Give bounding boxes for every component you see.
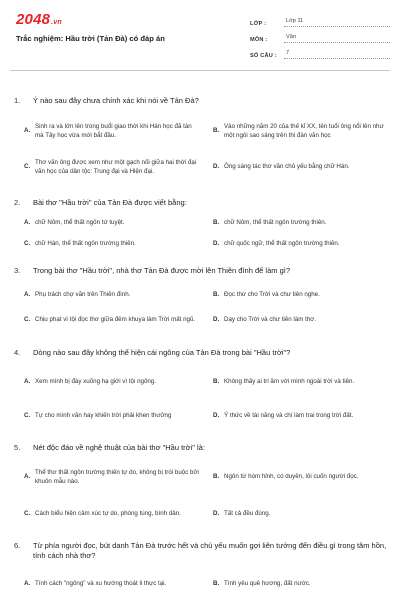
option-a[interactable] (22, 288, 202, 302)
page-header (0, 0, 400, 68)
question-number: 1. (14, 96, 21, 105)
option-letter: D. (213, 240, 220, 248)
option-d[interactable] (211, 308, 391, 332)
question-text: Ý nào sau đây chưa chính xác khi nói về Tản Đà? (33, 96, 199, 105)
question-stem (14, 266, 390, 276)
option-text: Thơ văn ông được xem như một gạch nối giữa hai thời đại văn học của dân tộc: Trung đại và Hiện đại. (35, 158, 197, 175)
meta-row-grade (250, 11, 390, 27)
question-text: Trong bài thơ "Hầu trời", nhà thơ Tản Đà được mời lên Thiên đình để làm gì? (33, 266, 291, 275)
option-text: Ý thức về tài năng và chí làm trai trong trời đất. (224, 412, 354, 420)
meta-label: SỐ CÂU : (250, 53, 277, 59)
option-letter: D. (213, 316, 220, 324)
option-text: Tự cho mình văn hay khiến trời phải khen thưởng (35, 412, 172, 420)
question-number: 3. (14, 266, 21, 275)
option-letter: A. (24, 378, 31, 386)
logo-main: 2048 (16, 11, 51, 28)
option-letter: B. (213, 291, 220, 299)
question-text: Bài thơ "Hầu trời" của Tản Đà được viết bằng: (33, 198, 187, 207)
meta-value: 7 (284, 50, 390, 59)
option-c[interactable] (22, 237, 202, 251)
option-a[interactable] (22, 114, 202, 148)
option-letter: B. (213, 219, 220, 227)
option-letter: A. (24, 473, 31, 481)
option-letter: C. (24, 510, 31, 518)
option-letter: A. (24, 580, 31, 588)
question-2 (14, 198, 390, 208)
option-text: Tính cách "ngông" và xu hướng thoát li thực tại. (35, 580, 167, 588)
option-c[interactable] (22, 404, 202, 428)
option-text: Tình yêu quê hương, đất nước. (224, 580, 311, 588)
option-b[interactable] (211, 370, 391, 394)
option-letter: C. (24, 412, 31, 420)
question-text: Nét độc đáo về nghệ thuật của bài thơ "Hầu trời" là: (33, 443, 205, 452)
option-text: Chịu phạt vì tội đọc thơ giữa đêm khuya làm Trời mất ngủ. (35, 316, 196, 324)
option-text: chữ quốc ngữ, thể thất ngôn trường thiên. (224, 240, 340, 248)
option-letter: D. (213, 510, 220, 518)
question-5 (14, 443, 390, 453)
meta-row-count (250, 43, 390, 59)
option-text: Ngôn từ hóm hỉnh, có duyên, lôi cuốn người đọc. (224, 473, 359, 481)
option-a[interactable] (22, 216, 202, 230)
option-letter: B. (213, 473, 220, 481)
option-a[interactable] (22, 465, 202, 489)
option-letter: C. (24, 316, 31, 324)
option-b[interactable] (211, 465, 391, 489)
option-text: Cách biểu hiện cảm xúc tự do, phóng túng, bình dân. (35, 510, 181, 518)
option-text: Ông sáng tác thơ văn chủ yếu bằng chữ Hán. (224, 163, 350, 171)
question-number: 2. (14, 198, 21, 207)
question-stem (14, 198, 390, 208)
option-d[interactable] (211, 502, 391, 526)
meta-value: Văn (284, 34, 390, 43)
option-b[interactable] (211, 216, 391, 230)
option-d[interactable] (211, 404, 391, 428)
quiz-meta (250, 11, 390, 59)
meta-label: MÔN : (250, 37, 268, 43)
option-c[interactable] (22, 148, 202, 186)
page-title: Trắc nghiệm: Hầu trời (Tản Đà) có đáp án (16, 34, 165, 43)
question-4 (14, 348, 390, 358)
meta-label: LỚP : (250, 21, 267, 27)
meta-row-subject (250, 27, 390, 43)
question-stem (14, 96, 390, 106)
option-text: Xem mình bị đày xuống hạ giới vì tội ngông. (35, 378, 157, 386)
option-letter: D. (213, 412, 220, 420)
option-b[interactable] (211, 288, 391, 302)
question-3 (14, 266, 390, 276)
option-d[interactable] (211, 237, 391, 251)
option-text: Tất cả đều đúng. (224, 510, 271, 518)
option-b[interactable] (211, 572, 391, 596)
option-a[interactable] (22, 370, 202, 394)
question-number: 5. (14, 443, 21, 452)
option-d[interactable] (211, 148, 391, 186)
option-c[interactable] (22, 308, 202, 332)
option-letter: C. (24, 163, 31, 171)
option-text: Phụ trách chợ văn trên Thiên đình. (35, 291, 131, 299)
option-c[interactable] (22, 502, 202, 526)
question-number: 6. (14, 541, 21, 550)
option-letter: C. (24, 240, 31, 248)
question-1 (14, 96, 390, 106)
question-stem (14, 443, 390, 453)
question-6 (14, 541, 390, 561)
question-text: Từ phía người đọc, bút danh Tản Đà trước hết và chủ yếu muốn gợi liên tưởng đến điều gì trong tâm hồn, tính cách nhà thơ? (33, 541, 387, 560)
logo-suffix: .vn (51, 19, 62, 26)
option-text: Đọc thơ cho Trời và chư tiên nghe. (224, 291, 320, 299)
meta-value: Lớp 11 (284, 18, 390, 27)
option-text: Sinh ra và lớn lên trong buổi giao thời khi Hán học đã tàn mà Tây học vừa mới bắt đầu. (35, 122, 192, 139)
option-text: chữ Nôm, thể thất ngôn tứ tuyệt. (35, 219, 125, 227)
option-text: Vào những năm 20 của thế kỉ XX, tên tuổi ông nổi lên như một ngôi sao sáng trên thi đàn văn học (224, 122, 384, 139)
option-letter: B. (213, 378, 220, 386)
option-letter: B. (213, 127, 220, 135)
option-text: chữ Hán, thể thất ngôn trường thiên. (35, 240, 136, 248)
option-letter: A. (24, 127, 31, 135)
site-logo[interactable] (16, 11, 62, 28)
option-letter: A. (24, 219, 31, 227)
option-b[interactable] (211, 114, 391, 148)
option-a[interactable] (22, 572, 202, 596)
option-text: Thể thơ thất ngôn trường thiên tự do, không bị trói buộc bởi khuôn mẫu nào. (35, 468, 199, 485)
option-text: Dạy cho Trời và chư tiên làm thơ. (224, 316, 317, 324)
option-letter: D. (213, 163, 220, 171)
question-text: Dòng nào sau đây không thể hiện cái ngông của Tản Đà trong bài "Hầu trời"? (33, 348, 291, 357)
option-letter: A. (24, 291, 31, 299)
option-letter: B. (213, 580, 220, 588)
question-stem (14, 348, 390, 358)
header-divider (10, 70, 390, 71)
option-text: chữ Nôm, thể thất ngôn trường thiên. (224, 219, 327, 227)
question-stem (14, 541, 390, 561)
question-number: 4. (14, 348, 21, 357)
option-text: Không thấy ai tri âm với mình ngoài trời và tiên. (224, 378, 355, 386)
